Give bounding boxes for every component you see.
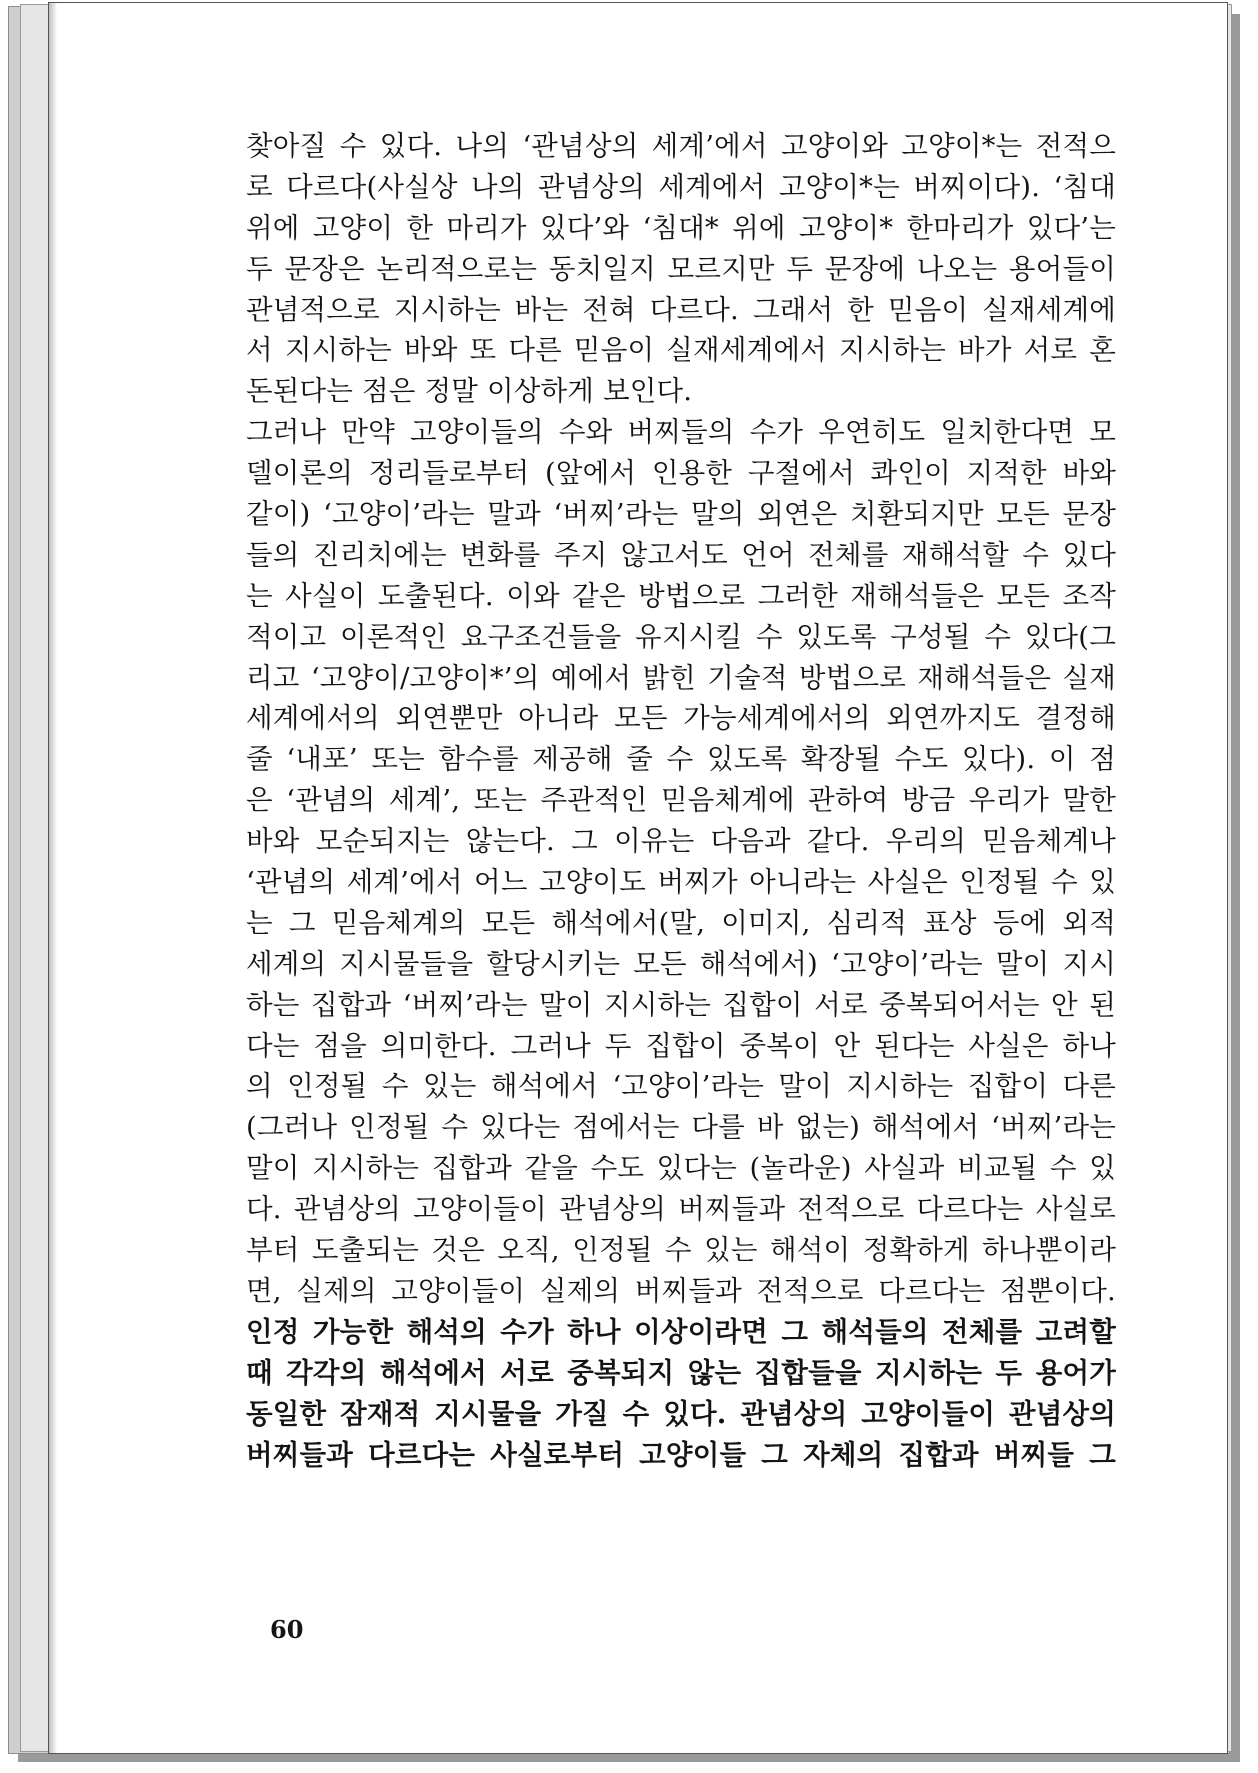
text-line: 부터 도출되는 것은 오직, 인정될 수 있는 해석이 정확하게 하나뿐이라 [246,1234,1116,1267]
text-line: (그러나 인정될 수 있다는 점에서는 다를 바 없는) 해석에서 ‘버찌’라는 [246,1111,1116,1144]
text-line: 돈된다는 점은 정말 이상하게 보인다. [246,375,693,408]
text-line: 면, 실제의 고양이들이 실제의 버찌들과 전적으로 다르다는 점뿐이다. [246,1274,1116,1307]
text-line: 리고 ‘고양이/고양이*’의 예에서 밝힌 기술적 방법으로 재해석들은 실재 [246,661,1116,694]
body-text [246,126,1116,1475]
text-line: 위에 고양이 한 마리가 있다’와 ‘침대* 위에 고양이* 한마리가 있다’는 [246,211,1116,244]
page-number: 60 [270,1615,304,1644]
text-line: 그러나 만약 고양이들의 수와 버찌들의 수가 우연히도 일치한다면 모 [246,416,1116,449]
text-line: 때 각각의 해석에서 서로 중복되지 않는 집합들을 지시하는 두 용어가 [246,1356,1116,1389]
text-line: 서 지시하는 바와 또 다른 믿음이 실재세계에서 지시하는 바가 서로 혼 [246,334,1116,367]
text-line: 줄 ‘내포’ 또는 함수를 제공해 줄 수 있도록 확장될 수도 있다). 이 점 [246,743,1116,776]
text-line: 말이 지시하는 집합과 같을 수도 있다는 (놀라운) 사실과 비교될 수 있 [246,1152,1116,1185]
text-line: 다는 점을 의미한다. 그러나 두 집합이 중복이 안 된다는 사실은 하나 [246,1029,1116,1062]
text-line: 들의 진리치에는 변화를 주지 않고서도 언어 전체를 재해석할 수 있다 [246,538,1116,571]
text-line: 로 다르다(사실상 나의 관념상의 세계에서 고양이*는 버찌이다). ‘침대 [246,170,1116,203]
text-line: 적이고 이론적인 요구조건들을 유지시킬 수 있도록 구성될 수 있다(그 [246,620,1116,653]
text-line: 같이) ‘고양이’라는 말과 ‘버찌’라는 말의 외연은 치환되지만 모든 문장 [246,498,1116,531]
text-line: 찾아질 수 있다. 나의 ‘관념상의 세계’에서 고양이와 고양이*는 전적으 [246,130,1116,162]
text-line: 다. 관념상의 고양이들이 관념상의 버찌들과 전적으로 다르다는 사실로 [246,1193,1116,1226]
text-line: 두 문장은 논리적으로는 동치일지 모르지만 두 문장에 나오는 용어들이 [246,252,1116,285]
text-line: 하는 집합과 ‘버찌’라는 말이 지시하는 집합이 서로 중복되어서는 안 된 [246,988,1116,1021]
text-line: 은 ‘관념의 세계’, 또는 주관적인 믿음체계에 관하여 방금 우리가 말한 [246,784,1116,817]
text-line: 관념적으로 지시하는 바는 전혀 다르다. 그래서 한 믿음이 실재세계에 [246,293,1116,326]
text-line: 버찌들과 다르다는 사실로부터 고양이들 그 자체의 집합과 버찌들 그 [246,1438,1116,1471]
text-line: 는 사실이 도출된다. 이와 같은 방법으로 그러한 재해석들은 모든 조작 [246,579,1116,612]
text-line: 세계에서의 외연뿐만 아니라 모든 가능세계에서의 외연까지도 결정해 [246,702,1116,735]
text-line: 는 그 믿음체계의 모든 해석에서(말, 이미지, 심리적 표상 등에 외적 [246,906,1116,939]
text-line: 인정 가능한 해석의 수가 하나 이상이라면 그 해석들의 전체를 고려할 [246,1315,1116,1348]
text-line: 델이론의 정리들로부터 (앞에서 인용한 구절에서 콰인이 지적한 바와 [246,457,1116,490]
text-line: 바와 모순되지는 않는다. 그 이유는 다음과 같다. 우리의 믿음체계나 [246,825,1116,858]
text-line: 세계의 지시물들을 할당시키는 모든 해석에서) ‘고양이’라는 말이 지시 [246,947,1116,980]
text-line: ‘관념의 세계’에서 어느 고양이도 버찌가 아니라는 사실은 인정될 수 있 [246,866,1116,899]
text-line: 동일한 잠재적 지시물을 가질 수 있다. 관념상의 고양이들이 관념상의 [246,1397,1116,1430]
text-line: 의 인정될 수 있는 해석에서 ‘고양이’라는 말이 지시하는 집합이 다른 [246,1070,1116,1103]
